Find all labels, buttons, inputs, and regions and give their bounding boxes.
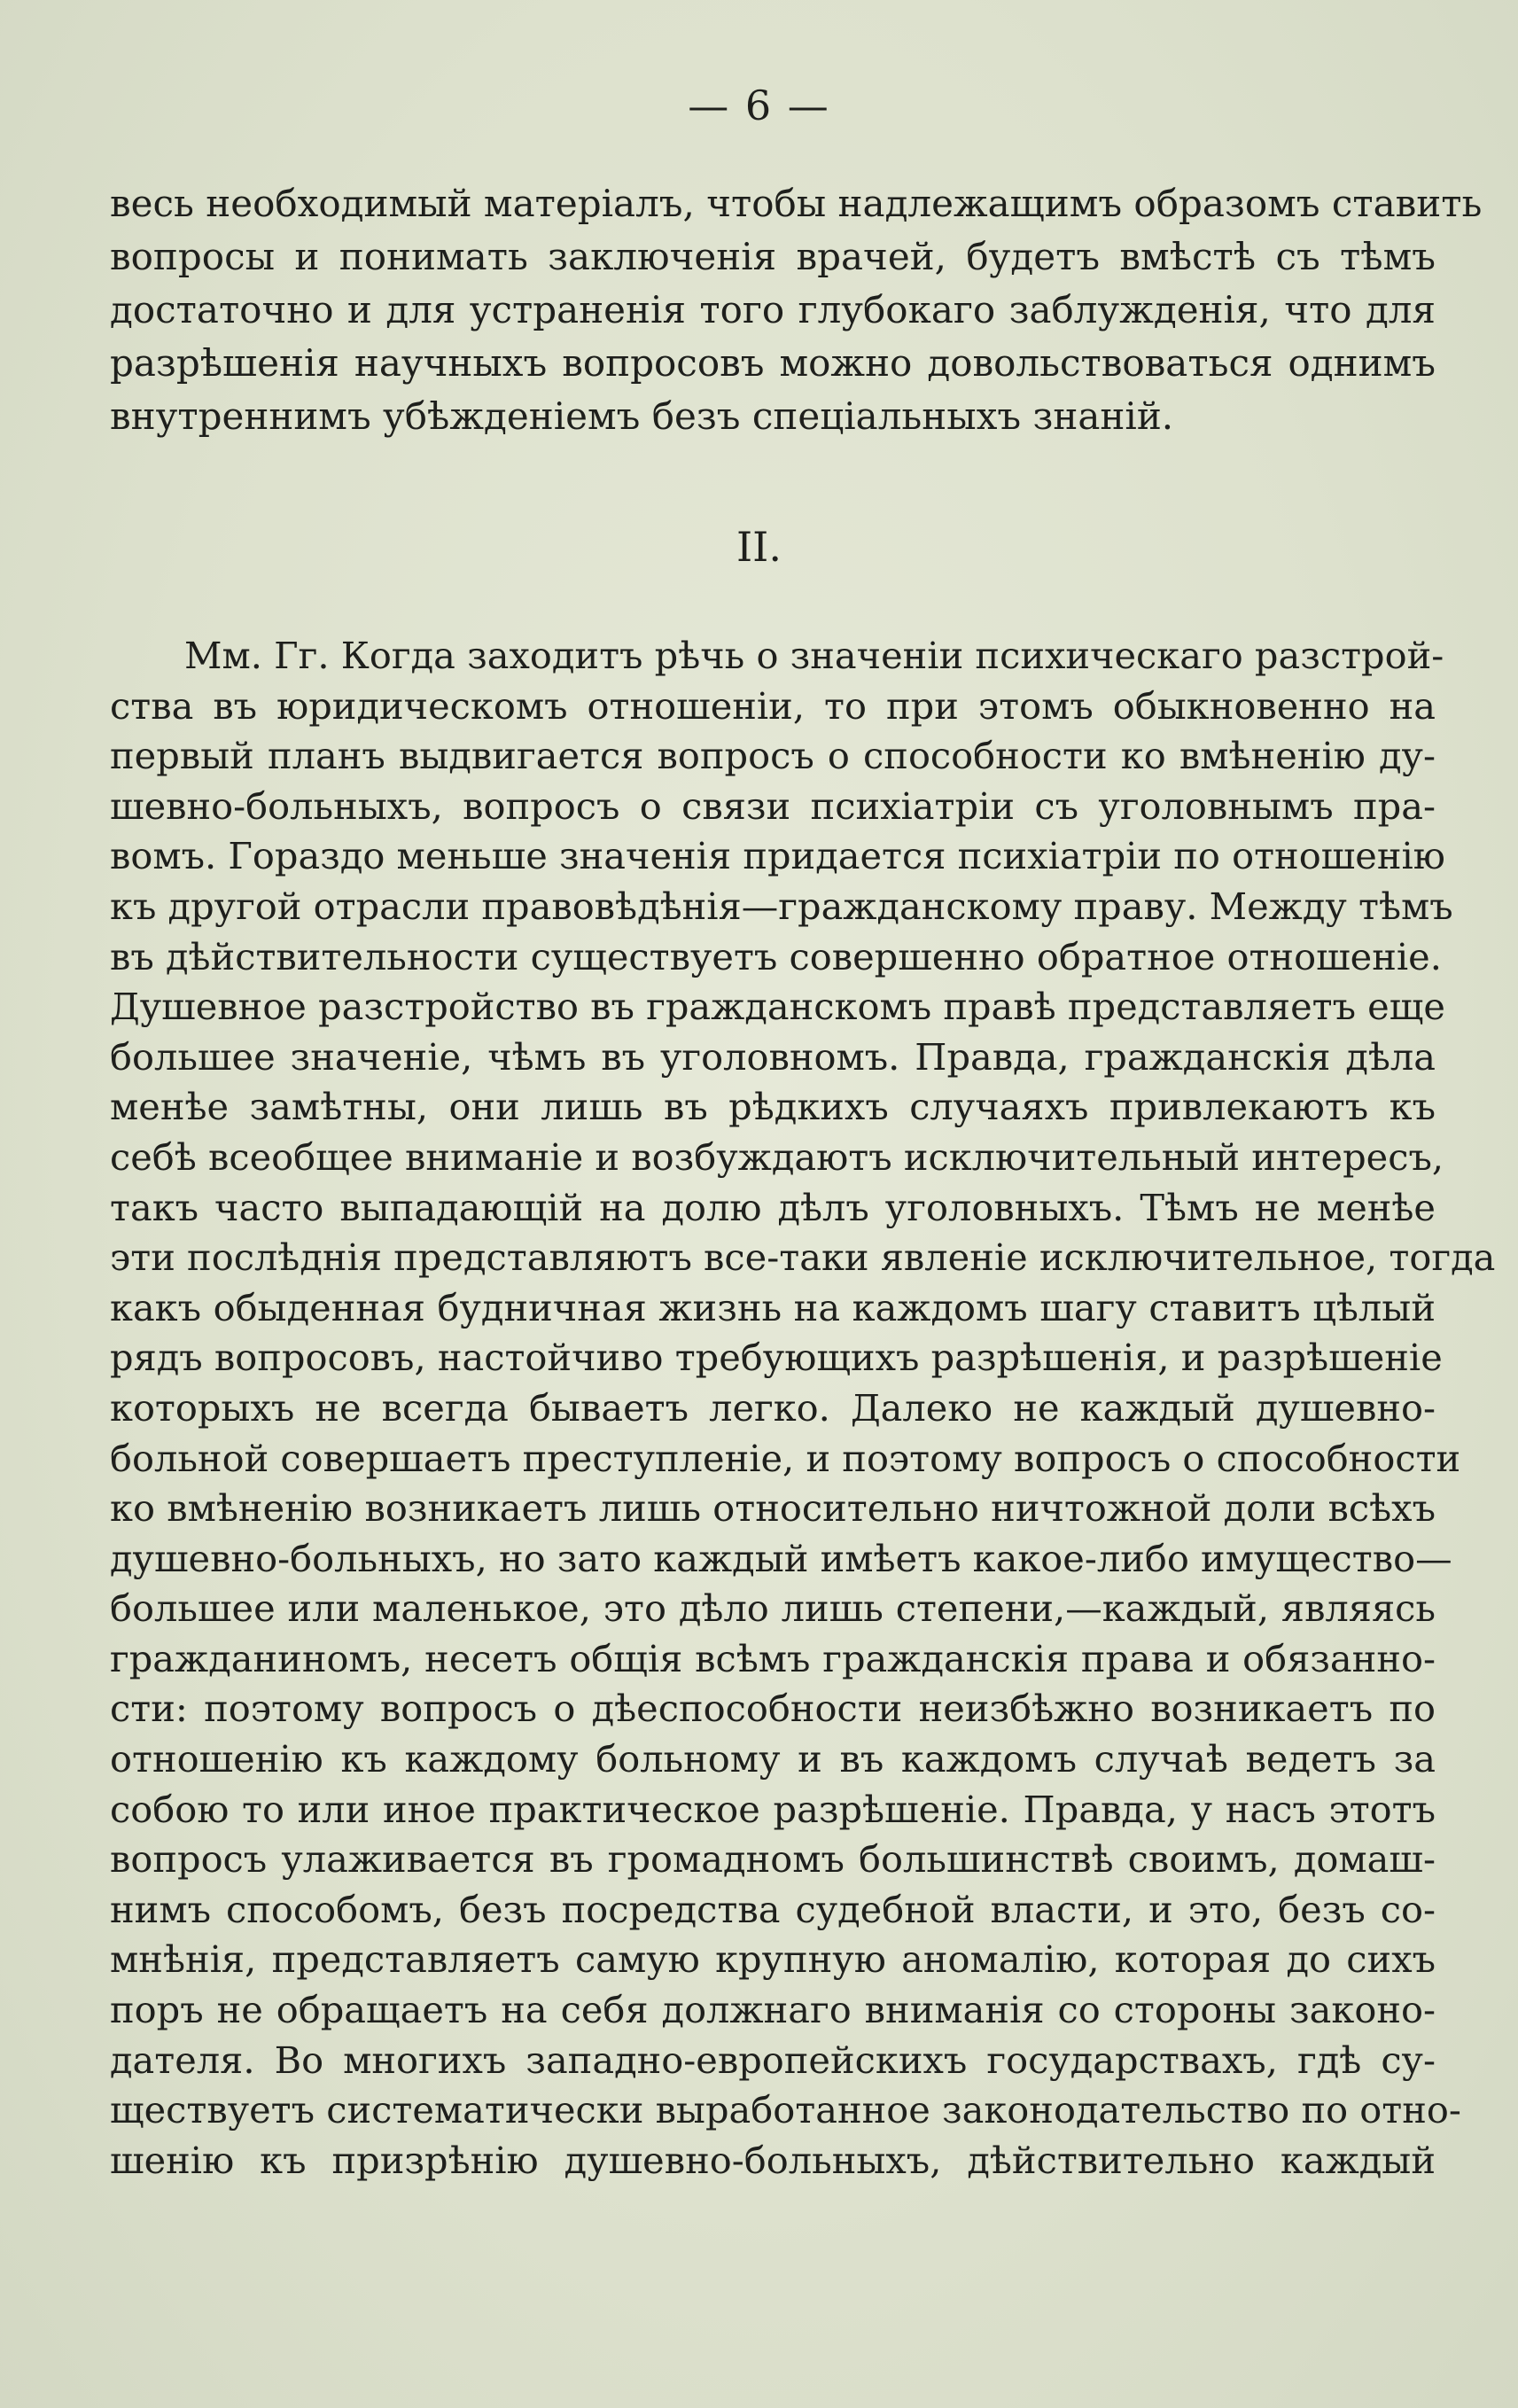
section-line: ко вмѣненію возникаетъ лишь относительно ничтожной доли всѣхъ [110,1486,1436,1531]
page-number: — 6 — [688,82,830,129]
intro-line: внутреннимъ убѣжденіемъ безъ спеціальныхъ знаній. [110,394,1174,438]
section-line: ществуетъ систематически выработанное законодательство по отно- [110,2088,1461,2132]
section-line: ства въ юридическомъ отношеніи, то при этомъ обыкновенно на [110,683,1436,728]
section-line: отношенію къ каждому больному и въ каждомъ случаѣ ведетъ за [110,1737,1436,1781]
section-line: какъ обыденная будничная жизнь на каждомъ шагу ставитъ цѣлый [110,1285,1436,1329]
section-line: такъ часто выпадающій на долю дѣлъ уголовныхъ. Тѣмъ не менѣе [110,1185,1436,1229]
section-line: мнѣнія, представляетъ самую крупную аномалію, которая до сихъ [110,1937,1436,1982]
section-line: сти: поэтому вопросъ о дѣеспособности неизбѣжно возникаетъ по [110,1687,1436,1731]
section-line: къ другой отрасли правовѣдѣнія—гражданскому праву. Между тѣмъ [110,884,1453,928]
intro-line: разрѣшенія научныхъ вопросовъ можно довольствоваться однимъ [110,341,1436,385]
section-line: душевно-больныхъ, но зато каждый имѣетъ какое-либо имущество— [110,1536,1452,1580]
section-line: эти послѣднія представляютъ все-таки явленіе исключительное, тогда [110,1235,1496,1280]
section-line: нимъ способомъ, безъ посредства судебной власти, и это, безъ со- [110,1887,1436,1931]
section-line: которыхъ не всегда бываетъ легко. Далеко не каждый душевно- [110,1385,1436,1430]
section-line: въ дѣйствительности существуетъ совершенно обратное отношеніе. [110,934,1442,978]
intro-line: достаточно и для устраненія того глубокаго заблужденія, что для [110,288,1436,331]
section-line: рядъ вопросовъ, настойчиво требующихъ разрѣшенія, и разрѣшеніе [110,1336,1443,1380]
section-line: дателя. Во многихъ западно-европейскихъ государствахъ, гдѣ су- [110,2038,1436,2082]
intro-line: весь необходимый матеріалъ, чтобы надлежащимъ образомъ ставить [110,182,1483,225]
section-line: большее значеніе, чѣмъ въ уголовномъ. Правда, гражданскія дѣла [110,1034,1436,1079]
section-line: Мм. Гг. Когда заходитъ рѣчь о значеніи психическаго разстрой- [184,634,1444,677]
section-line: Душевное разстройство въ гражданскомъ правѣ представляетъ еще [110,985,1445,1029]
intro-paragraph [110,177,1483,443]
section-line: собою то или иное практическое разрѣшеніе. Правда, у насъ этотъ [110,1787,1436,1831]
section-line: шенію къ призрѣнію душевно-больныхъ, дѣйствительно каждый [110,2138,1436,2182]
section-line: вомъ. Гораздо меньше значенія придается психіатріи по отношенію [110,834,1445,878]
section-paragraph [110,631,1496,2186]
intro-line: вопросы и понимать заключенія врачей, будетъ вмѣстѣ съ тѣмъ [110,235,1436,278]
section-line: вопросъ улаживается въ громадномъ большинствѣ своимъ, домаш- [110,1837,1436,1882]
section-line: гражданиномъ, несетъ общія всѣмъ гражданскія права и обязанно- [110,1636,1436,1680]
section-line: поръ не обращаетъ на себя должнаго вниманія со стороны законо- [110,1988,1436,2032]
section-line: менѣе замѣтны, они лишь въ рѣдкихъ случаяхъ привлекаютъ къ [110,1085,1436,1129]
section-line: большее или маленькое, это дѣло лишь степени,—каждый, являясь [110,1586,1436,1631]
section-line: первый планъ выдвигается вопросъ о способности ко вмѣненію ду- [110,734,1436,778]
section-line: больной совершаетъ преступленіе, и поэтому вопросъ о способности [110,1436,1461,1480]
section-heading: II. [736,523,782,571]
section-line: шевно-больныхъ, вопросъ о связи психіатріи съ уголовнымъ пра- [110,783,1436,828]
section-line: себѣ всеобщее вниманіе и возбуждаютъ исключительный интересъ, [110,1134,1444,1179]
